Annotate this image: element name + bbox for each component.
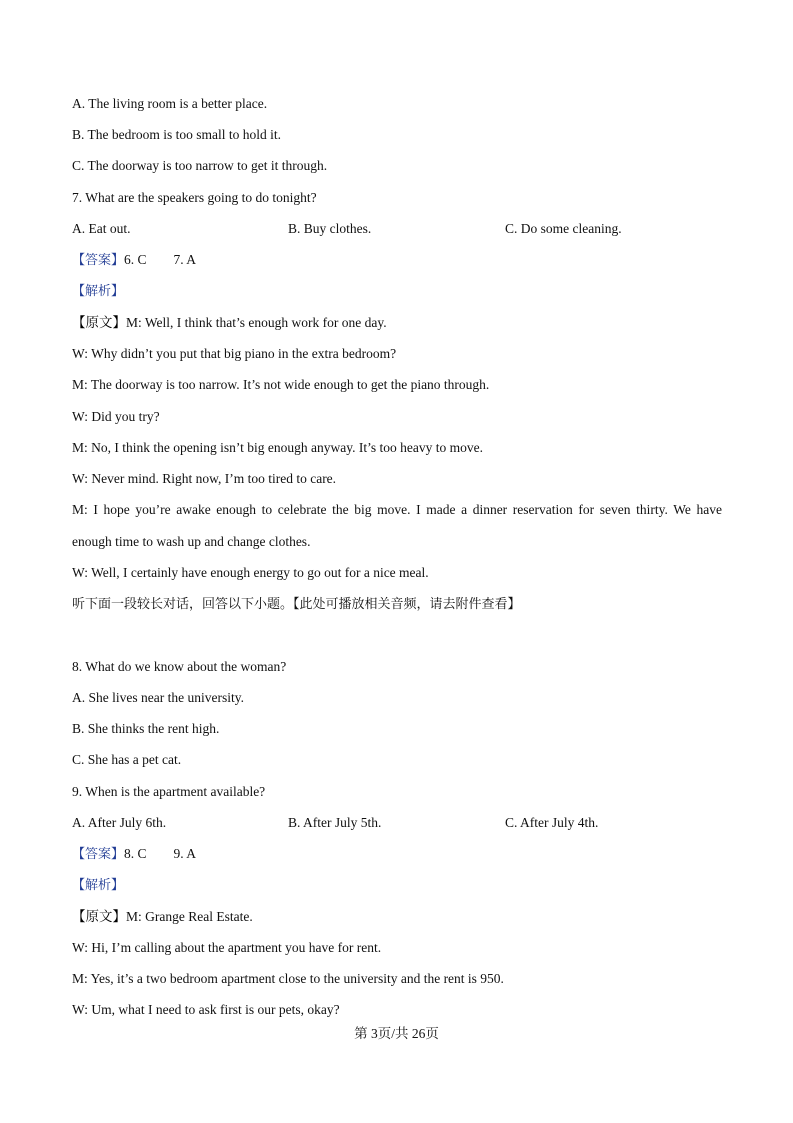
answer-label: 【答案】 bbox=[72, 253, 125, 268]
answer-text: 6. C 7. A bbox=[124, 252, 197, 267]
transcript-line: W: Never mind. Right now, I’m too tired to care. bbox=[72, 471, 337, 486]
q6-option-b: B. The bedroom is too small to hold it. bbox=[72, 127, 281, 142]
transcript-line: 【原文】M: Grange Real Estate. bbox=[72, 909, 253, 925]
q7-option-b: B. Buy clothes. bbox=[288, 221, 372, 236]
analysis-heading-2: 【解析】 bbox=[72, 878, 125, 893]
transcript-line: enough time to wash up and change clothes. bbox=[72, 534, 311, 549]
transcript-line: W: Why didn’t you put that big piano in the extra bedroom? bbox=[72, 346, 397, 361]
page-footer: 第 3页/共 26页 bbox=[354, 1026, 439, 1041]
transcript-line: M: I hope you’re awake enough to celebrate the big move. I made a dinner reservation for seven thirty. We have bbox=[72, 502, 722, 517]
transcript-line: 【原文】M: Well, I think that’s enough work for one day. bbox=[72, 315, 387, 331]
transcript-line: W: Um, what I need to ask first is our pets, okay? bbox=[72, 1002, 340, 1017]
transcript-line: M: The doorway is too narrow. It’s not wide enough to get the piano through. bbox=[72, 377, 490, 392]
q9-option-b: B. After July 5th. bbox=[288, 815, 382, 830]
answer-line-1 bbox=[72, 251, 196, 270]
q9-option-a: A. After July 6th. bbox=[72, 815, 167, 830]
q8-question: 8. What do we know about the woman? bbox=[72, 659, 287, 674]
answer-label: 【答案】 bbox=[72, 847, 125, 862]
q7-question: 7. What are the speakers going to do tonight? bbox=[72, 190, 317, 205]
transcript-label: 【原文】 bbox=[72, 909, 126, 925]
q8-option-c: C. She has a pet cat. bbox=[72, 752, 182, 767]
q6-option-a: A. The living room is a better place. bbox=[72, 96, 268, 111]
transcript-line: M: Yes, it’s a two bedroom apartment close to the university and the rent is 950. bbox=[72, 971, 504, 986]
transcript-label: 【原文】 bbox=[72, 315, 126, 331]
analysis-heading-1: 【解析】 bbox=[72, 284, 125, 299]
answer-text: 8. C 9. A bbox=[124, 846, 197, 861]
q6-option-c: C. The doorway is too narrow to get it through. bbox=[72, 158, 328, 173]
transcript-line: M: No, I think the opening isn’t big enough anyway. It’s too heavy to move. bbox=[72, 440, 483, 455]
q8-option-a: A. She lives near the university. bbox=[72, 690, 244, 705]
listening-instruction: 听下面一段较长对话，回答以下小题。【此处可播放相关音频，请去附件查看】 bbox=[72, 597, 521, 612]
q7-option-a: A. Eat out. bbox=[72, 221, 131, 236]
transcript-line: W: Well, I certainly have enough energy to go out for a nice meal. bbox=[72, 565, 429, 580]
transcript-line: W: Did you try? bbox=[72, 409, 160, 424]
q9-question: 9. When is the apartment available? bbox=[72, 784, 266, 799]
answer-line-2 bbox=[72, 845, 196, 864]
q8-option-b: B. She thinks the rent high. bbox=[72, 721, 220, 736]
transcript-line: W: Hi, I’m calling about the apartment you have for rent. bbox=[72, 940, 382, 955]
q7-option-c: C. Do some cleaning. bbox=[505, 221, 622, 236]
q9-option-c: C. After July 4th. bbox=[505, 815, 599, 830]
